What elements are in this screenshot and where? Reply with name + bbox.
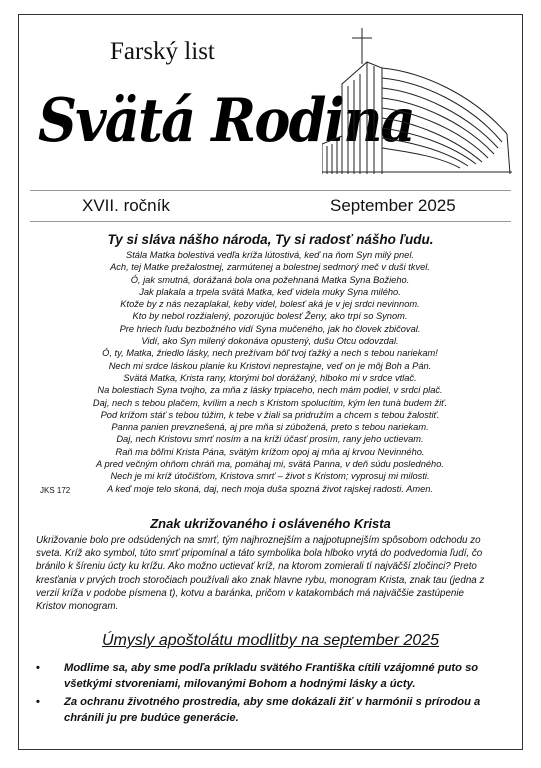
hymn-title: Ty si sláva nášho národa, Ty si radosť nášho ľudu. xyxy=(107,232,434,247)
hymn-line: Stála Matka bolestivá vedľa kríža lútostivá, keď na ňom Syn milý pnel. xyxy=(126,250,414,260)
hymn-line: Pod krížom stáť s tebou túžim, k tebe v žiali sa pridružím a chcem s tebou žalostiť. xyxy=(100,409,440,420)
list-item xyxy=(36,660,506,692)
paragraph-line: kresťania v prvých troch storočiach používali ako znak hlavne rybu, monogram Krista, znak tau (jedna z xyxy=(36,574,485,586)
paragraph-line: sveta. Kríž ako symbol, túto smrť pripomínal a táto symbolika bola hlboko vrytá do podvedomia ľudí, čo xyxy=(36,548,483,560)
issue-date: September 2025 xyxy=(330,196,456,215)
volume-label: XVII. ročník xyxy=(82,196,170,215)
newsletter-title: Svätá Rodina xyxy=(38,86,414,156)
hymn-line: Ó, ty, Matka, žriedlo lásky, nech prežívam bôľ tvoj ťažký a nech s tebou nariekam! xyxy=(102,348,438,359)
bottom-divider xyxy=(30,221,511,222)
intentions-title: Úmysly apoštolátu modlitby na september 2025 xyxy=(101,632,440,649)
hymn-line: Daj, nech Kristovu smrť nosím a na kríži účasť prosím, rany jeho uctievam. xyxy=(116,434,424,445)
hymn-line: Svätá Matka, Krista rany, ktorými bol dorážaný, hlboko mi v srdce vtlač. xyxy=(123,372,417,383)
hymn-line: A pred večným ohňom chráň ma, pomáhaj mi, svätá Panna, v deň súdu posledného. xyxy=(96,459,444,470)
hymn-line: Kto by nebol rozžialený, pozorujúc bolesť Ženy, ako trpí so Synom. xyxy=(132,311,408,322)
hymn-line: Nech mi srdce láskou planie ku Kristovi neprestajne, veď on je môj Boh a Pán. xyxy=(108,360,432,371)
hymn-line: Ó, jak smutná, dorážaná bola ona požehnaná Matka Syna Božieho. xyxy=(130,274,410,285)
hymn-line: A keď moje telo skoná, daj, nech moja duša spozná život rajskej radosti. Amen. xyxy=(106,483,434,494)
hymn-line: Ktože by z nás nezaplakal, keby videl, bolesť aká je v jej srdci nevinnom. xyxy=(120,299,420,310)
hymn-line: Daj, nech s tebou plačem, kvílim a nech s Kristom spolucítim, kým len tunà budem žiť. xyxy=(92,397,448,408)
hymn-line: Na bolestiach Syna tvojho, za mňa z lásky trpiaceho, nech mám podiel, v srdci plač. xyxy=(97,385,443,396)
hymn-line: Raň ma bôľmi Krista Pána, svätým krížom opoj aj mňa aj krvou Nevinného. xyxy=(115,446,425,457)
hymn-line: Panna panien prevznešená, aj pre mňa si zúbožená, preto s tebou nariekam. xyxy=(111,422,429,433)
hymn-text xyxy=(60,249,480,495)
paragraph-line: Kristov monogram. xyxy=(36,601,119,613)
section-paragraph xyxy=(36,534,506,613)
intention-line: Modlime sa, aby sme podľa príkladu svätého Františka cítili vzájomné puto so xyxy=(64,662,479,674)
paragraph-line: Ukrižovanie bolo pre odsúdených na smrť, tým najhroznejším a najpotupnejším spôsobom odchodu zo xyxy=(36,535,481,546)
bullet-icon: • xyxy=(36,662,40,674)
paragraph-line: verzií kríža v podobe písmena t), kotvu a baránka, pričom v katakombách má najväčšie zastúpenie xyxy=(36,587,465,599)
intentions-list xyxy=(36,660,506,728)
bullet-icon: • xyxy=(36,696,40,708)
hymn-line: Pre hriech ľudu bezbožného vidí Syna mučeného, jak ho človek zbičoval. xyxy=(119,323,421,334)
intention-line: všetkými stvoreniami, milovanými Bohom a hodnými lásky a úcty. xyxy=(64,678,416,690)
section-title: Znak ukrižovaného i osláveného Krista xyxy=(150,516,391,531)
hymn-line: Jak plakala a trpela svätá Matka, keď videla muky Syna milého. xyxy=(139,286,401,297)
list-item xyxy=(36,694,506,726)
top-divider xyxy=(30,190,511,191)
hymn-line: Nech je mi kríž útočišťom, Kristova smrť – život s Kristom; vyprosuj mi milosti. xyxy=(110,471,430,482)
hymn-line: Ach, tej Matke prežalostnej, zarmútenej a bolestnej sedmorý meč v duši tkvel. xyxy=(110,262,430,273)
intention-line: Za ochranu životného prostredia, aby sme dokázali žiť v harmónii s prírodou a xyxy=(64,696,481,708)
hymn-source: JKS 172 xyxy=(40,486,71,495)
church-sketch-icon xyxy=(322,24,512,174)
paragraph-line: bránilo k šíreniu úcty ku krížu. Ako možno uctievať kríž, na ktorom zomierali tí najväčší zločinci? Preto xyxy=(36,561,477,573)
newsletter-subtitle: Farský list xyxy=(110,38,215,65)
hymn-line: Vidí, ako Syn milený dokonáva opustený, dušu Otcu odovzdal. xyxy=(141,336,399,347)
intention-line: chránili ju pre budúce generácie. xyxy=(64,712,239,724)
